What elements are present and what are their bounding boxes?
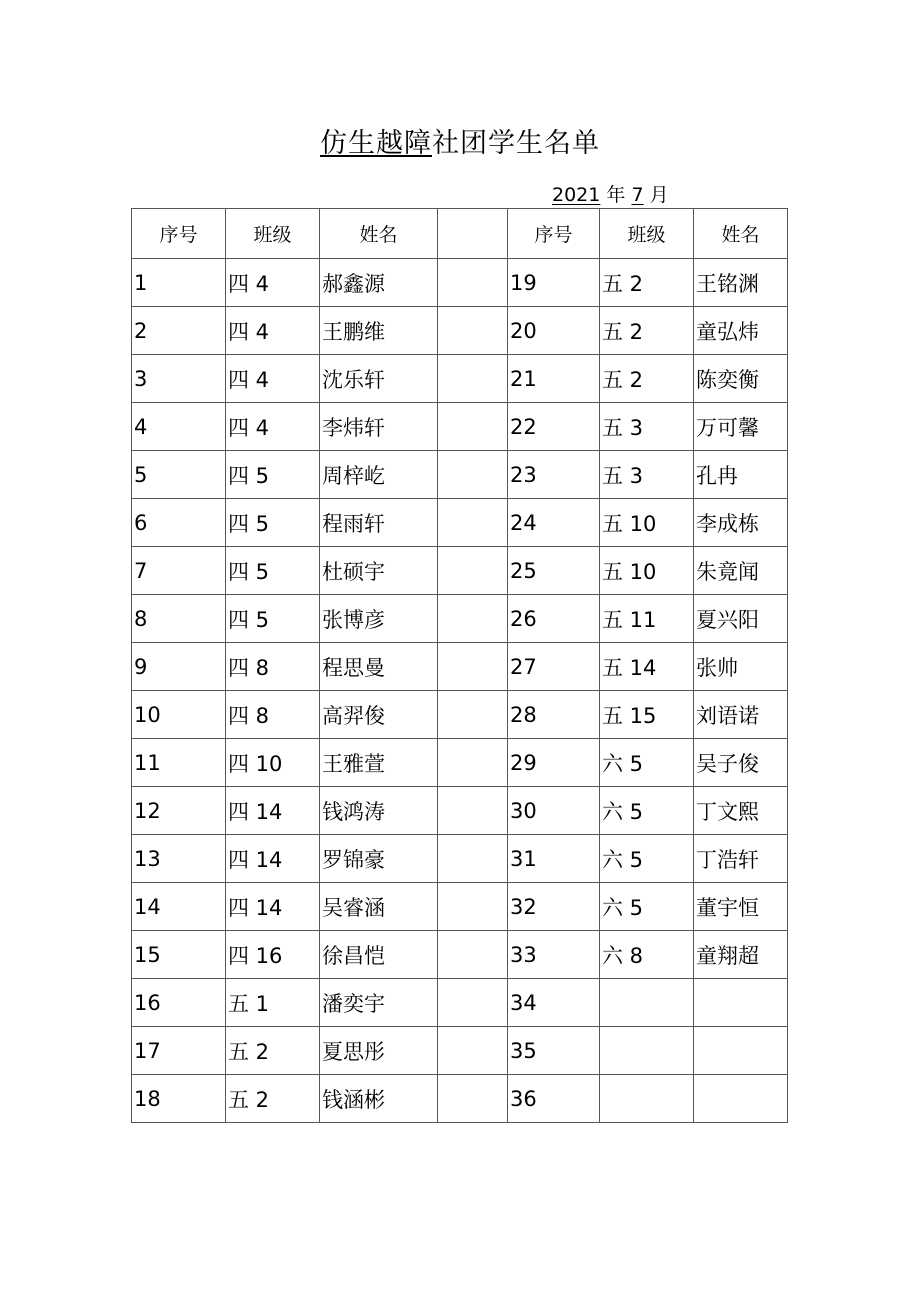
left-number-cell: 17 xyxy=(132,1027,226,1075)
right-number-cell: 36 xyxy=(508,1075,600,1123)
table-row xyxy=(132,787,788,835)
left-name-cell: 潘奕宇 xyxy=(320,979,438,1027)
gap-cell xyxy=(438,787,508,835)
left-class-cell: 四 4 xyxy=(226,259,320,307)
right-class-cell: 五 11 xyxy=(600,595,694,643)
header-left-number: 序号 xyxy=(132,209,226,259)
header-left-name: 姓名 xyxy=(320,209,438,259)
left-class-cell: 四 5 xyxy=(226,499,320,547)
left-class-cell: 四 4 xyxy=(226,307,320,355)
left-class-cell: 四 5 xyxy=(226,595,320,643)
right-class-cell xyxy=(600,979,694,1027)
gap-cell xyxy=(438,643,508,691)
right-name-cell: 丁浩轩 xyxy=(694,835,788,883)
gap-cell xyxy=(438,835,508,883)
left-number-cell: 2 xyxy=(132,307,226,355)
left-name-cell: 徐昌恺 xyxy=(320,931,438,979)
left-name-cell: 李炜轩 xyxy=(320,403,438,451)
table-row xyxy=(132,547,788,595)
table-body xyxy=(132,259,788,1123)
right-name-cell: 万可馨 xyxy=(694,403,788,451)
table-row xyxy=(132,451,788,499)
right-number-cell: 30 xyxy=(508,787,600,835)
right-class-cell: 五 10 xyxy=(600,547,694,595)
right-class-cell: 五 15 xyxy=(600,691,694,739)
gap-cell xyxy=(438,979,508,1027)
left-class-cell: 五 2 xyxy=(226,1027,320,1075)
gap-cell xyxy=(438,451,508,499)
header-gap xyxy=(438,209,508,259)
table-row xyxy=(132,931,788,979)
left-class-cell: 四 5 xyxy=(226,451,320,499)
table-row xyxy=(132,499,788,547)
gap-cell xyxy=(438,595,508,643)
header-right-class: 班级 xyxy=(600,209,694,259)
table-row xyxy=(132,643,788,691)
right-name-cell: 李成栋 xyxy=(694,499,788,547)
gap-cell xyxy=(438,1027,508,1075)
date-month: 7 xyxy=(631,184,644,206)
left-number-cell: 8 xyxy=(132,595,226,643)
right-number-cell: 35 xyxy=(508,1027,600,1075)
gap-cell xyxy=(438,931,508,979)
left-class-cell: 四 16 xyxy=(226,931,320,979)
right-name-cell: 陈奕衡 xyxy=(694,355,788,403)
table-row xyxy=(132,355,788,403)
right-class-cell: 六 5 xyxy=(600,787,694,835)
table-row xyxy=(132,595,788,643)
table-row xyxy=(132,307,788,355)
header-right-number: 序号 xyxy=(508,209,600,259)
student-roster-table xyxy=(131,208,788,1123)
right-name-cell: 张帅 xyxy=(694,643,788,691)
right-number-cell: 20 xyxy=(508,307,600,355)
left-number-cell: 10 xyxy=(132,691,226,739)
right-class-cell: 六 5 xyxy=(600,883,694,931)
left-class-cell: 五 1 xyxy=(226,979,320,1027)
left-name-cell: 钱涵彬 xyxy=(320,1075,438,1123)
date-month-suffix: 月 xyxy=(649,184,669,206)
right-number-cell: 26 xyxy=(508,595,600,643)
right-number-cell: 28 xyxy=(508,691,600,739)
gap-cell xyxy=(438,403,508,451)
right-name-cell: 朱竟闻 xyxy=(694,547,788,595)
left-number-cell: 4 xyxy=(132,403,226,451)
left-number-cell: 16 xyxy=(132,979,226,1027)
right-number-cell: 29 xyxy=(508,739,600,787)
left-number-cell: 7 xyxy=(132,547,226,595)
right-name-cell xyxy=(694,1075,788,1123)
gap-cell xyxy=(438,259,508,307)
left-name-cell: 王鹏维 xyxy=(320,307,438,355)
right-name-cell xyxy=(694,979,788,1027)
left-name-cell: 罗锦豪 xyxy=(320,835,438,883)
gap-cell xyxy=(438,355,508,403)
table-row xyxy=(132,883,788,931)
gap-cell xyxy=(438,499,508,547)
table-row xyxy=(132,979,788,1027)
left-class-cell: 四 4 xyxy=(226,355,320,403)
left-number-cell: 15 xyxy=(132,931,226,979)
right-number-cell: 24 xyxy=(508,499,600,547)
page-title xyxy=(0,124,920,164)
gap-cell xyxy=(438,547,508,595)
right-name-cell: 王铭渊 xyxy=(694,259,788,307)
left-class-cell: 四 8 xyxy=(226,643,320,691)
left-name-cell: 沈乐轩 xyxy=(320,355,438,403)
left-name-cell: 吴睿涵 xyxy=(320,883,438,931)
right-class-cell: 五 3 xyxy=(600,451,694,499)
left-name-cell: 夏思彤 xyxy=(320,1027,438,1075)
left-number-cell: 13 xyxy=(132,835,226,883)
gap-cell xyxy=(438,739,508,787)
right-name-cell xyxy=(694,1027,788,1075)
left-number-cell: 1 xyxy=(132,259,226,307)
left-number-cell: 6 xyxy=(132,499,226,547)
left-name-cell: 王雅萱 xyxy=(320,739,438,787)
table-row xyxy=(132,259,788,307)
header-left-class: 班级 xyxy=(226,209,320,259)
left-name-cell: 郝鑫源 xyxy=(320,259,438,307)
right-class-cell: 五 14 xyxy=(600,643,694,691)
table-header-row xyxy=(132,209,788,259)
left-class-cell: 四 14 xyxy=(226,883,320,931)
left-name-cell: 钱鸿涛 xyxy=(320,787,438,835)
right-class-cell xyxy=(600,1027,694,1075)
left-number-cell: 18 xyxy=(132,1075,226,1123)
left-class-cell: 四 14 xyxy=(226,835,320,883)
right-class-cell: 五 3 xyxy=(600,403,694,451)
right-class-cell: 六 5 xyxy=(600,835,694,883)
right-number-cell: 31 xyxy=(508,835,600,883)
left-name-cell: 高羿俊 xyxy=(320,691,438,739)
left-name-cell: 张博彦 xyxy=(320,595,438,643)
gap-cell xyxy=(438,883,508,931)
right-class-cell: 六 5 xyxy=(600,739,694,787)
right-name-cell: 刘语诺 xyxy=(694,691,788,739)
title-rest-part: 社团学生名单 xyxy=(432,128,600,159)
date-year-suffix: 年 xyxy=(606,184,626,206)
right-number-cell: 25 xyxy=(508,547,600,595)
right-name-cell: 童弘炜 xyxy=(694,307,788,355)
left-class-cell: 四 8 xyxy=(226,691,320,739)
left-number-cell: 11 xyxy=(132,739,226,787)
left-class-cell: 五 2 xyxy=(226,1075,320,1123)
left-name-cell: 程雨轩 xyxy=(320,499,438,547)
table-row xyxy=(132,835,788,883)
right-name-cell: 董宇恒 xyxy=(694,883,788,931)
right-number-cell: 21 xyxy=(508,355,600,403)
right-class-cell: 五 2 xyxy=(600,259,694,307)
left-number-cell: 5 xyxy=(132,451,226,499)
right-number-cell: 27 xyxy=(508,643,600,691)
left-name-cell: 程思曼 xyxy=(320,643,438,691)
left-class-cell: 四 10 xyxy=(226,739,320,787)
table-row xyxy=(132,403,788,451)
right-number-cell: 22 xyxy=(508,403,600,451)
gap-cell xyxy=(438,1075,508,1123)
right-name-cell: 孔冉 xyxy=(694,451,788,499)
right-class-cell: 六 8 xyxy=(600,931,694,979)
table-row xyxy=(132,691,788,739)
table-row xyxy=(132,739,788,787)
right-name-cell: 吴子俊 xyxy=(694,739,788,787)
right-class-cell: 五 2 xyxy=(600,355,694,403)
title-underlined-part: 仿生越障 xyxy=(320,128,432,159)
right-class-cell xyxy=(600,1075,694,1123)
gap-cell xyxy=(438,307,508,355)
right-number-cell: 33 xyxy=(508,931,600,979)
left-number-cell: 14 xyxy=(132,883,226,931)
left-class-cell: 四 5 xyxy=(226,547,320,595)
right-number-cell: 32 xyxy=(508,883,600,931)
table-row xyxy=(132,1027,788,1075)
right-class-cell: 五 2 xyxy=(600,307,694,355)
left-name-cell: 周梓屹 xyxy=(320,451,438,499)
right-name-cell: 童翔超 xyxy=(694,931,788,979)
header-right-name: 姓名 xyxy=(694,209,788,259)
right-number-cell: 23 xyxy=(508,451,600,499)
date-year: 2021 xyxy=(552,184,601,206)
left-class-cell: 四 4 xyxy=(226,403,320,451)
left-number-cell: 12 xyxy=(132,787,226,835)
left-number-cell: 9 xyxy=(132,643,226,691)
left-name-cell: 杜硕宇 xyxy=(320,547,438,595)
document-date xyxy=(552,182,669,208)
left-class-cell: 四 14 xyxy=(226,787,320,835)
gap-cell xyxy=(438,691,508,739)
left-number-cell: 3 xyxy=(132,355,226,403)
table-row xyxy=(132,1075,788,1123)
right-number-cell: 34 xyxy=(508,979,600,1027)
right-class-cell: 五 10 xyxy=(600,499,694,547)
right-number-cell: 19 xyxy=(508,259,600,307)
right-name-cell: 夏兴阳 xyxy=(694,595,788,643)
right-name-cell: 丁文熙 xyxy=(694,787,788,835)
